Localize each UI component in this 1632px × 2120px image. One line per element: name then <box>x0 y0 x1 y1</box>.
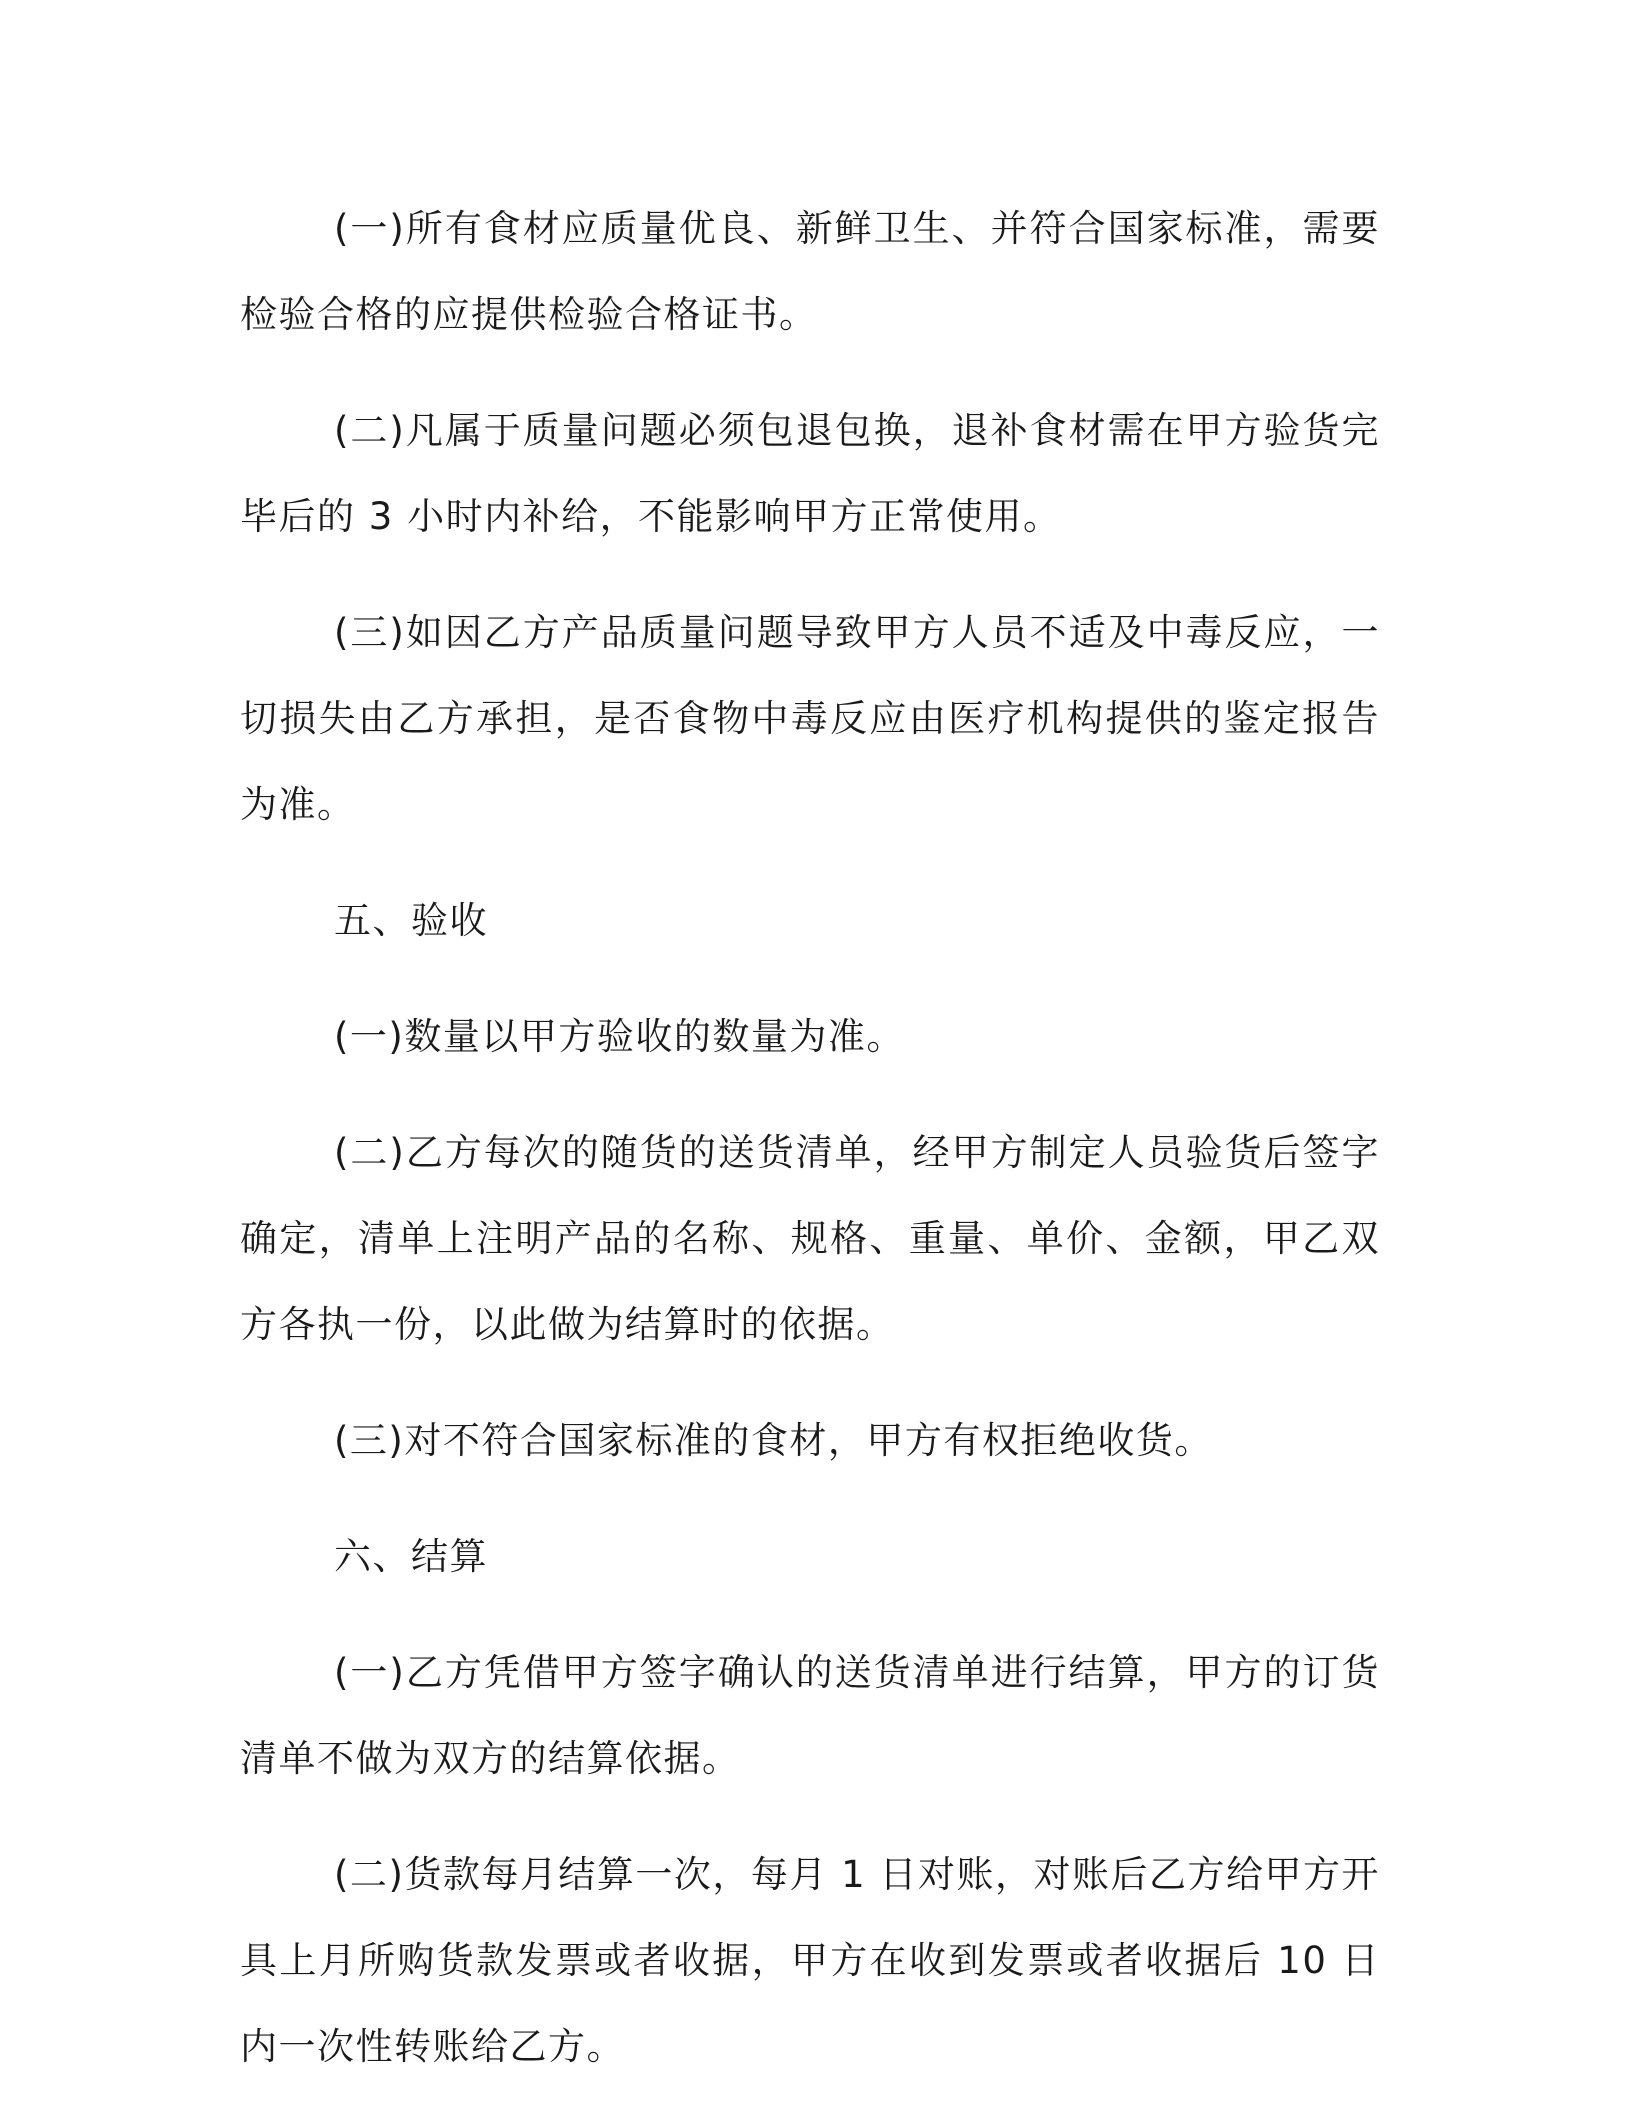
clause-5-3: (三)对不符合国家标准的食材，甲方有权拒绝收货。 <box>334 1419 1213 1462</box>
clause-6-2: (二)货款每月结算一次，每月 1 日对账，对账后乙方给甲方开具上月所购货款发票或者收据，甲方在收到发票或者收据后 10 日内一次性转账给乙方。 <box>240 1853 1380 2068</box>
clause-4-1: (一)所有食材应质量优良、新鲜卫生、并符合国家标准，需要检验合格的应提供检验合格证书。 <box>240 207 1380 336</box>
clause-4-3: (三)如因乙方产品质量问题导致甲方人员不适及中毒反应，一切损失由乙方承担，是否食物中毒反应由医疗机构提供的鉴定报告为准。 <box>240 611 1380 826</box>
clause-4-2: (二)凡属于质量问题必须包退包换，退补食材需在甲方验货完毕后的 3 小时内补给，不能影响甲方正常使用。 <box>240 409 1380 538</box>
clause-5-2: (二)乙方每次的随货的送货清单，经甲方制定人员验货后签字确定，清单上注明产品的名称、规格、重量、单价、金额，甲乙双方各执一份，以此做为结算时的依据。 <box>240 1131 1380 1346</box>
clause-5-1: (一)数量以甲方验收的数量为准。 <box>334 1015 905 1058</box>
clause-6-1: (一)乙方凭借甲方签字确认的送货清单进行结算，甲方的订货清单不做为双方的结算依据。 <box>240 1651 1380 1780</box>
document-body <box>240 186 1380 2120</box>
section-heading-acceptance: 五、验收 <box>334 899 488 942</box>
section-heading-settlement: 六、结算 <box>334 1535 488 1578</box>
